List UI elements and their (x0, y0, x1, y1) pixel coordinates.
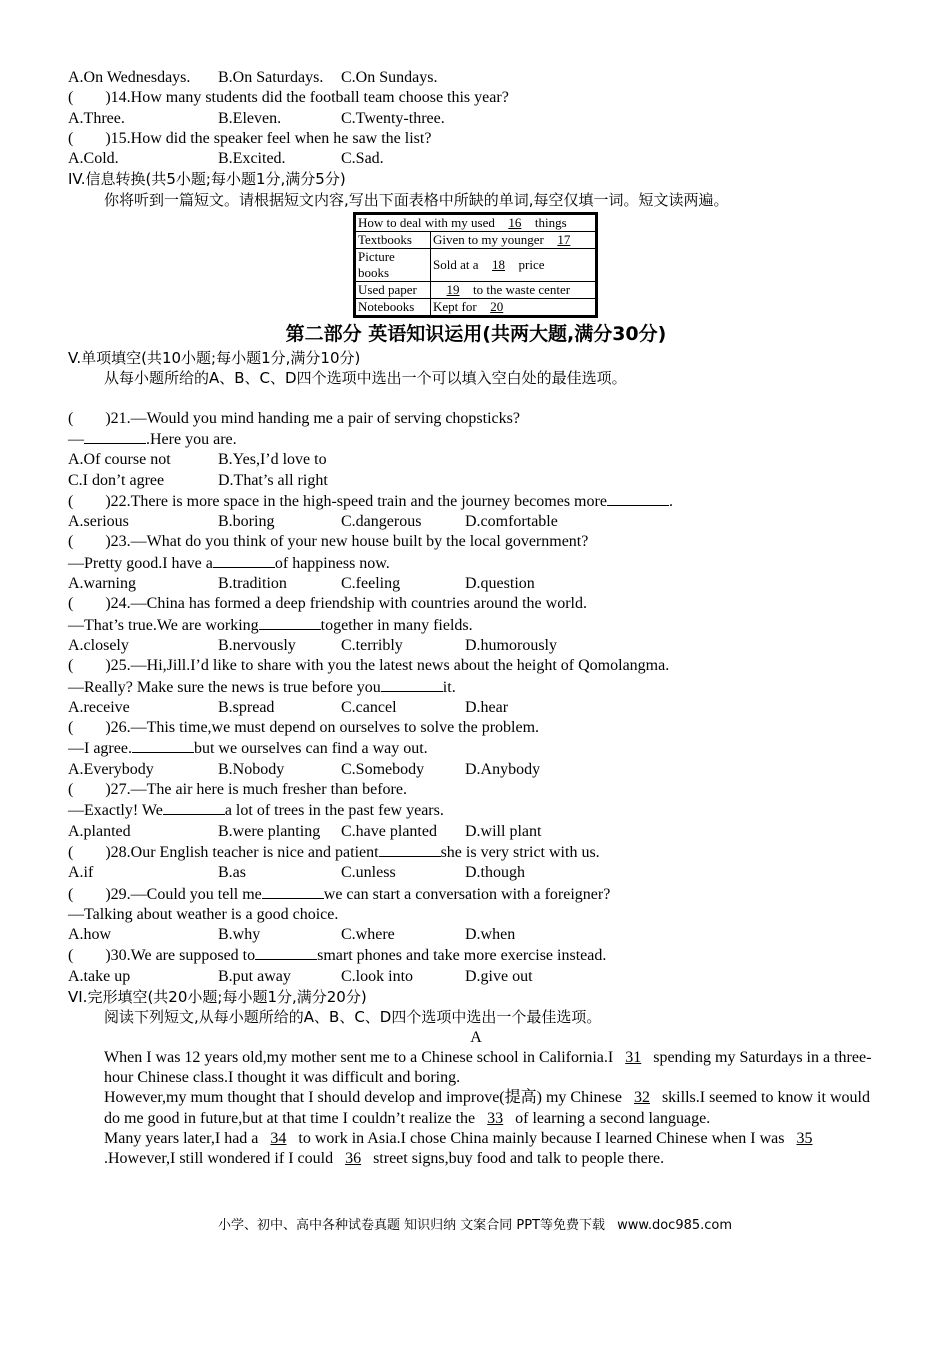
q30-option-b[interactable]: B.put away (218, 967, 291, 985)
blank-31[interactable]: 31 (625, 1048, 642, 1066)
q30-options (68, 967, 884, 987)
q23-option-a[interactable]: A.warning (68, 575, 136, 593)
q26-option-d[interactable]: D.Anybody (465, 760, 541, 778)
q24-option-a[interactable]: A.closely (68, 636, 129, 654)
q30-option-a[interactable]: A.take up (68, 967, 131, 985)
blank-17[interactable]: 17 (557, 232, 571, 248)
q26-response: —I agree. but we ourselves can find a way out. (68, 740, 428, 758)
q22-option-d[interactable]: D.comfortable (465, 513, 558, 531)
q28-option-b[interactable]: B.as (218, 864, 246, 882)
q23-option-b[interactable]: B.tradition (218, 575, 287, 593)
blank-35[interactable]: 35 (796, 1130, 813, 1148)
q29-stem: ( )29.—Could you tell me we can start a conversation with a foreigner? (68, 885, 611, 903)
table-cell-value: 19 to the waste center (431, 282, 597, 299)
table-cell-item: Textbooks (355, 232, 431, 249)
q15-stem: ( )15.How did the speaker feel when he saw the list? (68, 129, 432, 147)
q23-options (68, 574, 884, 594)
info-table (353, 212, 598, 318)
section4-heading: IV.信息转换(共5小题;每小题1分,满分5分) (68, 170, 346, 189)
q29-option-a[interactable]: A.how (68, 926, 112, 944)
q28-option-c[interactable]: C.unless (341, 864, 396, 882)
q24-option-c[interactable]: C.terribly (341, 636, 403, 654)
q28-option-d[interactable]: D.though (465, 864, 525, 882)
q21-options-row2 (68, 471, 884, 491)
q14-option-c[interactable]: C.Twenty-three. (341, 109, 445, 127)
q13-option-b[interactable]: B.On Saturdays. (218, 69, 324, 86)
table-row (355, 282, 597, 299)
answer-blank[interactable] (255, 945, 317, 960)
q29-options (68, 925, 884, 945)
q29-response: —Talking about weather is a good choice. (68, 905, 339, 923)
table-cell-value: Kept for 20 (431, 299, 597, 317)
answer-blank[interactable] (379, 842, 441, 857)
answer-blank[interactable] (381, 677, 443, 692)
section6-heading: VI.完形填空(共20小题;每小题1分,满分20分) (68, 987, 367, 1006)
blank-32[interactable]: 32 (633, 1089, 650, 1107)
table-cell-item: Picture books (355, 249, 431, 282)
passage-paragraph-2: However,my mum thought that I should develop and improve(提高) my Chinese 32 skills.I seemed to know it would do me good in future,but at that time I couldn’t realize the 33 of learning a second language. (68, 1088, 884, 1129)
q27-stem: ( )27.—The air here is much fresher than before. (68, 781, 407, 799)
q21-option-c[interactable]: C.I don’t agree (68, 471, 165, 489)
blank-19[interactable]: 19 (446, 282, 460, 298)
q26-option-b[interactable]: B.Nobody (218, 760, 285, 778)
q25-response: —Really? Make sure the news is true before you it. (68, 678, 456, 696)
q22-option-a[interactable]: A.serious (68, 513, 129, 531)
q30-option-c[interactable]: C.look into (341, 967, 414, 985)
q27-option-a[interactable]: A.planted (68, 822, 131, 840)
footer-url[interactable]: www.doc985.com (617, 1218, 733, 1233)
table-cell-item: Used paper (355, 282, 431, 299)
q26-options (68, 760, 884, 780)
blank-20[interactable]: 20 (490, 299, 504, 315)
blank-36[interactable]: 36 (345, 1150, 362, 1168)
q14-option-a[interactable]: A.Three. (68, 109, 125, 127)
q14-options (68, 109, 884, 129)
q30-stem: ( )30.We are supposed to smart phones and take more exercise instead. (68, 947, 607, 965)
q25-option-d[interactable]: D.hear (465, 698, 509, 716)
q26-option-c[interactable]: C.Somebody (341, 760, 425, 778)
table-row (355, 299, 597, 317)
q21-option-b[interactable]: B.Yes,I’d love to (218, 451, 327, 469)
q24-option-d[interactable]: D.humorously (465, 636, 557, 654)
info-table-title-row (355, 214, 597, 232)
blank-34[interactable]: 34 (270, 1130, 287, 1148)
q21-stem: ( )21.—Would you mind handing me a pair of serving chopsticks? (68, 409, 520, 427)
q25-option-c[interactable]: C.cancel (341, 698, 397, 716)
q21-option-d[interactable]: D.That’s all right (218, 471, 328, 489)
q13-option-c[interactable]: C.On Sundays. (341, 69, 438, 86)
answer-blank[interactable] (84, 429, 146, 444)
answer-blank[interactable] (163, 800, 225, 815)
q14-option-b[interactable]: B.Eleven. (218, 109, 282, 127)
q22-stem: ( )22.There is more space in the high-speed train and the journey becomes more . (68, 492, 673, 510)
passage-label: A (470, 1028, 482, 1046)
q23-option-d[interactable]: D.question (465, 575, 535, 593)
q29-option-c[interactable]: C.where (341, 926, 395, 944)
q26-option-a[interactable]: A.Everybody (68, 760, 154, 778)
q28-option-a[interactable]: A.if (68, 864, 94, 882)
q21-response: — .Here you are. (68, 430, 237, 448)
section5-instruction: 从每小题所给的A、B、C、D四个选项中选出一个可以填入空白处的最佳选项。 (104, 369, 627, 388)
q29-option-d[interactable]: D.when (465, 926, 516, 944)
answer-blank[interactable] (132, 738, 194, 753)
q24-response: —That’s true.We are working together in many fields. (68, 616, 473, 634)
q28-stem: ( )28.Our English teacher is nice and patient she is very strict with us. (68, 843, 600, 861)
q21-option-a[interactable]: A.Of course not (68, 451, 171, 469)
blank-33[interactable]: 33 (487, 1109, 504, 1127)
exam-page (68, 68, 884, 1170)
q27-option-c[interactable]: C.have planted (341, 822, 437, 840)
q24-option-b[interactable]: B.nervously (218, 636, 296, 654)
q27-option-d[interactable]: D.will plant (465, 822, 542, 840)
passage-paragraph-3: Many years later,I had a 34 to work in Asia.I chose China mainly because I learned Chinese when I was 35.However,I still wondered if I could 36 street signs,buy food and talk to people there. (68, 1129, 884, 1170)
q27-option-b[interactable]: B.were planting (218, 822, 321, 840)
q27-response: —Exactly! We a lot of trees in the past few years. (68, 802, 444, 820)
blank-16[interactable]: 16 (508, 215, 522, 231)
footer-text: 小学、初中、高中各种试卷真题 知识归纳 文案合同 PPT等免费下载 (217, 1218, 605, 1233)
table-row (355, 232, 597, 249)
answer-blank[interactable] (607, 491, 669, 506)
table-row (355, 249, 597, 282)
q15-option-c[interactable]: C.Sad. (341, 150, 384, 168)
passage-paragraph-1: When I was 12 years old,my mother sent me to a Chinese school in California.I 31 spending my Saturdays in a three-hour Chinese class.I thought it was difficult and boring. (104, 1048, 872, 1087)
q15-option-a[interactable]: A.Cold. (68, 150, 119, 168)
answer-blank[interactable] (259, 615, 321, 630)
q23-response: —Pretty good.I have a of happiness now. (68, 554, 390, 572)
q27-options (68, 822, 884, 842)
blank-18[interactable]: 18 (492, 257, 505, 273)
q15-option-b[interactable]: B.Excited. (218, 150, 286, 168)
page-footer (0, 1214, 950, 1233)
q25-options (68, 698, 884, 718)
q24-options (68, 636, 884, 656)
answer-blank[interactable] (213, 553, 275, 568)
section4-instruction: 你将听到一篇短文。请根据短文内容,写出下面表格中所缺的单词,每空仅填一词。短文读两遍。 (104, 190, 729, 209)
q22-option-b[interactable]: B.boring (218, 513, 275, 531)
table-cell-value: Sold at a 18 price (431, 249, 597, 282)
info-table-title: How to deal with my used 16 things (355, 214, 597, 232)
q14-stem: ( )14.How many students did the football team choose this year? (68, 89, 509, 107)
q28-options (68, 863, 884, 883)
q25-stem: ( )25.—Hi,Jill.I’d like to share with you the latest news about the height of Qomolangma. (68, 657, 670, 675)
q29-option-b[interactable]: B.why (218, 926, 261, 944)
section5-heading: V.单项填空(共10小题;每小题1分,满分10分) (68, 349, 361, 368)
section6-instruction: 阅读下列短文,从每小题所给的A、B、C、D四个选项中选出一个最佳选项。 (104, 1008, 602, 1027)
table-cell-value: Given to my younger 17 (431, 232, 597, 249)
q24-stem: ( )24.—China has formed a deep friendship with countries around the world. (68, 595, 587, 613)
q25-option-b[interactable]: B.spread (218, 698, 275, 716)
q22-options (68, 512, 884, 532)
part2-title: 第二部分 英语知识运用(共两大题,满分30分) (285, 323, 667, 346)
answer-blank[interactable] (262, 884, 324, 899)
q26-stem: ( )26.—This time,we must depend on ourselves to solve the problem. (68, 719, 540, 737)
q13-options (68, 68, 884, 88)
q23-option-c[interactable]: C.feeling (341, 575, 401, 593)
q23-stem: ( )23.—What do you think of your new house built by the local government? (68, 533, 589, 551)
q30-option-d[interactable]: D.give out (465, 967, 533, 985)
q22-option-c[interactable]: C.dangerous (341, 513, 422, 531)
q25-option-a[interactable]: A.receive (68, 698, 130, 716)
q21-options-row1 (68, 450, 884, 470)
q13-option-a[interactable]: A.On Wednesdays. (68, 69, 191, 86)
q15-options (68, 149, 884, 169)
table-cell-item: Notebooks (355, 299, 431, 317)
